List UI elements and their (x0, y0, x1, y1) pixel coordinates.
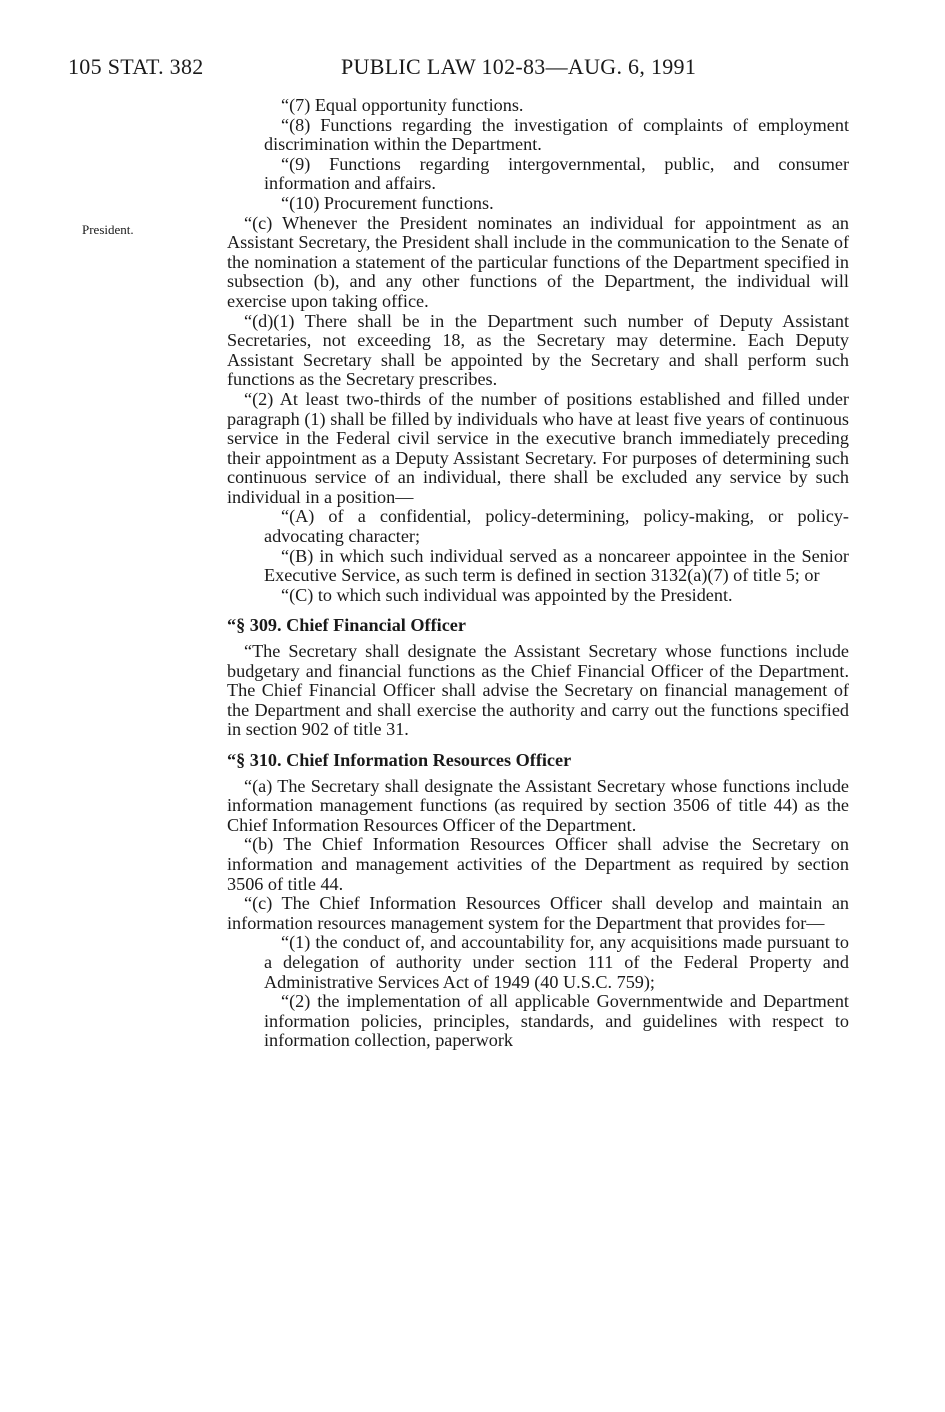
statute-page-number: 105 STAT. 382 (68, 54, 204, 79)
paragraph: “(b) The Chief Information Resources Officer shall advise the Secretary on information and management activities of the Department as required by section 3506 of title 44. (227, 834, 849, 894)
paragraph: “(c) Whenever the President nominates an individual for appointment as an Assistant Secretary, the President shall include in the communication to the Senate of the nomination a statement of the particular functions of the Department specified in subsection (b), and any other functions of the Department, the individual will exercise upon taking office. (227, 212, 849, 311)
paragraph: “(10) Procurement functions. (281, 192, 494, 213)
paragraph: “(9) Functions regarding intergovernmental, public, and consumer information and affairs. (264, 153, 849, 194)
paragraph: “(2) the implementation of all applicable Governmentwide and Department information policies, principles, standards, and guidelines with respect to information collection, paperwork (264, 991, 849, 1051)
paragraph: “(a) The Secretary shall designate the Assistant Secretary whose functions include information management functions (as required by section 3506 of title 44) as the Chief Information Resources Officer of the Department. (227, 775, 849, 835)
section-heading: “§ 310. Chief Information Resources Officer (227, 750, 572, 770)
paragraph: “(C) to which such individual was appointed by the President. (281, 584, 733, 605)
paragraph: “(8) Functions regarding the investigation of complaints of employment discrimination within the Department. (264, 114, 849, 155)
paragraph: “(7) Equal opportunity functions. (281, 95, 524, 115)
paragraph: “(1) the conduct of, and accountability for, any acquisitions made pursuant to a delegation of authority under section 111 of the Federal Property and Administrative Services Act of 1949 (40 U.S.C. 759); (264, 932, 849, 992)
paragraph: “(c) The Chief Information Resources Officer shall develop and maintain an information resources management system for the Department that provides for— (227, 893, 849, 933)
paragraph: “The Secretary shall designate the Assistant Secretary whose functions include budgetary and financial functions as the Chief Financial Officer of the Department. The Chief Financial Officer shall advise the Secretary on financial management of the Department and shall exercise the authority and carry out the functions specified in section 902 of title 31. (227, 641, 849, 740)
document-body (227, 96, 849, 1051)
paragraph: “(A) of a confidential, policy-determining, policy-making, or policy-advocating character; (264, 506, 849, 547)
public-law-title: PUBLIC LAW 102-83—AUG. 6, 1991 (341, 54, 697, 79)
paragraph: “(B) in which such individual served as a noncareer appointee in the Senior Executive Service, as such term is defined in section 3132(a)(7) of title 5; or (264, 545, 849, 586)
section-heading: “§ 309. Chief Financial Officer (227, 615, 466, 636)
paragraph: “(d)(1) There shall be in the Department such number of Deputy Assistant Secretaries, not exceeding 18, as the Secretary may determine. Each Deputy Assistant Secretary shall be appointed by the Secretary and shall perform such functions as the Secretary prescribes. (227, 310, 849, 390)
paragraph: “(2) At least two-thirds of the number of positions established and filled under paragraph (1) shall be filled by individuals who have at least five years of continuous service in the Federal civil service in the executive branch immediately preceding their appointment as a Deputy Assistant Secretary. For purposes of determining such continuous service of an individual, there shall be excluded any service by such individual in a position— (227, 388, 849, 507)
margin-note: President. (82, 222, 134, 237)
